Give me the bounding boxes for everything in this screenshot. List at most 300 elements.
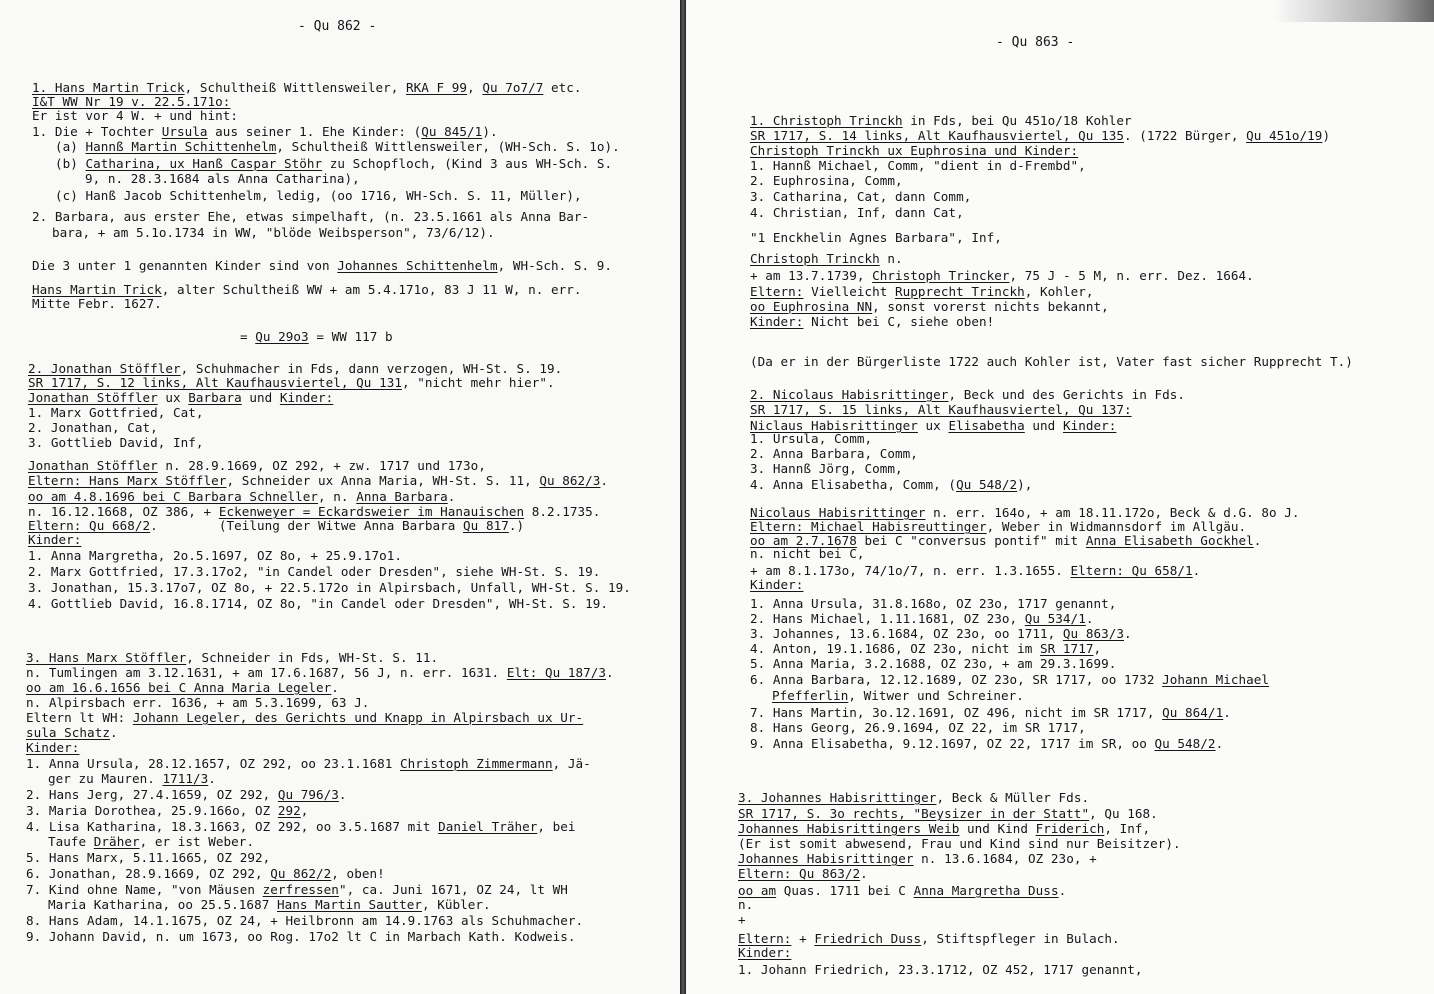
text-segment: , Stiftspfleger in Bulach. — [921, 931, 1120, 946]
text-segment: , Schultheiß Wittlensweiler, — [184, 80, 406, 95]
text-segment: und Kind — [959, 821, 1036, 836]
underlined-text: RKA F 99 — [406, 80, 468, 95]
text-segment: n. nicht bei C, — [750, 546, 865, 561]
text-segment: + am 13.7.1739, — [750, 268, 873, 283]
underlined-text: Eltern: — [750, 284, 804, 299]
underlined-text: Friderich — [1035, 821, 1105, 836]
text-line — [750, 299, 1109, 314]
underlined-text: oo am 2.7.1678 — [750, 533, 857, 548]
text-segment: 3. Johannes, 13.6.1684, OZ 23o, oo 1711, — [750, 626, 1063, 641]
text-line — [28, 596, 608, 611]
underlined-text: Kinder: — [750, 577, 804, 592]
text-segment: n. Tumlingen am 3.12.1631, + am 17.6.1687, 56 J, n. err. 1631. — [26, 665, 507, 680]
underlined-text: SR 1717, S. 3o rechts, "Beysizer in der Statt" — [738, 806, 1090, 821]
text-segment: n. 13.6.1684, OZ 23o, + — [913, 851, 1097, 866]
underlined-text: Jonathan Stöffler — [28, 390, 158, 405]
text-line — [32, 282, 582, 297]
text-segment: 3. Catharina, Cat, dann Comm, — [750, 189, 972, 204]
text-segment: n. Alpirsbach err. 1636, + am 5.3.1699, 63 J. — [26, 695, 370, 710]
text-segment: Taufe — [48, 834, 94, 849]
text-segment: 1. Johann Friedrich, 23.3.1712, OZ 452, 1717 genannt, — [738, 962, 1143, 977]
text-segment: in Fds, bei Qu 451o/18 Kohler — [902, 113, 1132, 128]
underlined-text: 2. Jonathan Stöffler — [28, 361, 181, 376]
text-line — [26, 740, 79, 755]
underlined-text: Christoph Trinckh — [750, 251, 880, 266]
text-segment: , 75 J - 5 M, n. err. Dez. 1664. — [1009, 268, 1254, 283]
text-line — [750, 505, 1300, 520]
text-line — [738, 836, 1181, 851]
text-line — [48, 897, 491, 912]
text-line — [28, 458, 486, 473]
underlined-text: SR 1717, S. 12 links, Alt Kaufhausviertel, Qu 131 — [28, 375, 402, 390]
text-segment: aus seiner 1. Ehe Kinder: ( — [207, 124, 422, 139]
text-line — [750, 173, 903, 188]
text-segment: , Witwer und Schreiner. — [848, 688, 1024, 703]
underlined-text: Eltern: Qu 658/1 — [1070, 563, 1193, 578]
text-line — [26, 819, 576, 834]
text-line — [55, 188, 582, 203]
text-segment: . — [338, 787, 347, 802]
text-segment: , oben! — [331, 866, 385, 881]
text-line — [750, 577, 803, 592]
underlined-text: zerfressen — [262, 882, 339, 897]
text-line — [750, 563, 1200, 578]
text-line — [26, 882, 568, 897]
text-segment: , Schultheiß Wittlensweiler, (WH-Sch. S. 1o). — [276, 139, 620, 154]
text-segment: ) — [1322, 128, 1331, 143]
underlined-text: Johannes Habisrittinger — [738, 851, 914, 866]
text-line — [738, 806, 1158, 821]
text-segment: 3. Maria Dorothea, 25.9.166o, OZ — [26, 803, 278, 818]
underlined-text: Qu 534/1 — [1024, 611, 1086, 626]
text-segment: . — [447, 489, 456, 504]
text-line — [750, 519, 1246, 534]
text-line — [48, 834, 254, 849]
text-segment: + am 8.1.173o, 74/1o/7, n. err. 1.3.1655. — [750, 563, 1071, 578]
text-segment: 6. Anna Barbara, 12.12.1689, OZ 23o, SR 1717, oo 1732 — [750, 672, 1163, 687]
text-line — [28, 435, 204, 450]
text-line — [32, 258, 612, 273]
text-segment: . — [1192, 563, 1201, 578]
text-segment: 1. Anna Ursula, 28.12.1657, OZ 292, oo 23.1.1681 — [26, 756, 400, 771]
text-segment: = — [240, 329, 256, 344]
text-segment: . — [331, 680, 339, 695]
text-segment: Er ist vor 4 W. + und hint: — [32, 108, 239, 123]
underlined-text: 3. Hans Marx Stöffler — [26, 650, 187, 665]
text-segment: ", ca. Juni 1671, OZ 24, lt WH — [338, 882, 568, 897]
text-segment: , er ist Weber. — [139, 834, 255, 849]
text-segment: 9, n. 28.3.1684 als Anna Catharina), — [85, 171, 360, 186]
underlined-text: Qu 548/2 — [956, 477, 1018, 492]
underlined-text: Qu 862/2 — [270, 866, 332, 881]
text-line — [750, 189, 971, 204]
text-line — [28, 564, 600, 579]
underlined-text: Qu 7o7/7 — [482, 80, 544, 95]
text-line — [26, 665, 614, 680]
text-line — [750, 736, 1223, 751]
text-line — [750, 641, 1101, 656]
text-segment: . — [1123, 626, 1132, 641]
text-segment: + — [738, 912, 746, 927]
text-segment: 9. Johann David, n. um 1673, oo Rog. 17o2 lt C in Marbach Kath. Kodweis. — [26, 929, 576, 944]
underlined-text: Qu 845/1 — [421, 124, 483, 139]
page-number: - Qu 863 - — [996, 35, 1075, 50]
text-segment: , Kübler. — [421, 897, 491, 912]
underlined-text: Hans Martin Trick — [32, 282, 162, 297]
text-segment: , — [300, 803, 309, 818]
underlined-text: Qu 29o3 — [255, 329, 309, 344]
text-segment: 8.2.1735. — [524, 504, 601, 519]
underlined-text: oo am 16.6.1656 bei C Anna Maria Legeler — [26, 680, 332, 695]
text-segment: 1. Hannß Michael, Comm, "dient in d-Frembd", — [750, 158, 1086, 173]
text-line — [240, 329, 393, 344]
text-line — [26, 913, 583, 928]
text-segment: .) — [508, 518, 525, 533]
text-line — [750, 205, 964, 220]
text-line — [738, 821, 1150, 836]
text-segment: Maria Katharina, oo 25.5.1687 — [48, 897, 277, 912]
text-segment: 1. Die + Tochter — [32, 124, 162, 139]
right-document-page — [686, 0, 1434, 994]
text-segment: ger zu Mauren. — [48, 771, 163, 786]
scan-shadow — [1274, 0, 1434, 22]
text-line — [750, 230, 1002, 245]
underlined-text: Anna Barbara — [356, 489, 448, 504]
underlined-text: I&T WW Nr 19 v. 22.5.171o: — [32, 94, 231, 109]
text-line — [28, 361, 562, 376]
text-segment: Quas. 1711 bei C — [776, 883, 914, 898]
text-line — [28, 473, 608, 488]
text-line — [28, 390, 333, 405]
text-line — [738, 897, 753, 912]
text-line — [28, 518, 524, 533]
text-segment: n. — [738, 897, 754, 912]
underlined-text: oo am — [738, 883, 777, 898]
text-line — [26, 650, 438, 665]
text-segment: , — [1093, 641, 1102, 656]
text-line — [750, 611, 1093, 626]
text-segment: 5. Anna Maria, 3.2.1688, OZ 23o, + am 29.3.1699. — [750, 656, 1117, 671]
underlined-text: Qu 796/3 — [277, 787, 339, 802]
text-segment: 2. Euphrosina, Comm, — [750, 173, 903, 188]
text-segment: etc. — [543, 80, 582, 95]
text-line — [750, 656, 1116, 671]
text-segment: . (Teilung der Witwe Anna Barbara — [150, 518, 464, 533]
text-segment: , n. — [318, 489, 357, 504]
text-line — [85, 171, 360, 186]
text-line — [750, 461, 903, 476]
underlined-text: Eltern: — [738, 931, 792, 946]
text-line — [750, 477, 1032, 492]
text-line — [750, 672, 1269, 687]
underlined-text: Daniel Träher — [438, 819, 538, 834]
text-segment: 5. Hans Marx, 5.11.1665, OZ 292, — [26, 850, 271, 865]
text-line — [28, 489, 455, 504]
text-line — [32, 296, 162, 311]
text-segment: 2. Anna Barbara, Comm, — [750, 446, 918, 461]
text-segment: 4. Gottlieb David, 16.8.1714, OZ 8o, "in Candel oder Dresden", WH-St. S. 19. — [28, 596, 609, 611]
underlined-text: Jonathan Stöffler — [28, 458, 158, 473]
text-segment: , Beck und des Gerichts in Fds. — [948, 387, 1186, 402]
text-line — [750, 546, 864, 561]
text-segment: . — [606, 665, 614, 680]
text-line — [750, 251, 903, 266]
text-line — [28, 580, 631, 595]
text-segment: , sonst vorerst nichts bekannt, — [872, 299, 1109, 314]
underlined-text: Pfefferlin — [772, 688, 849, 703]
text-segment: n. 28.9.1669, OZ 292, + zw. 1717 und 173o, — [157, 458, 486, 473]
text-line — [750, 705, 1231, 720]
text-segment: 2. Hans Michael, 1.11.1681, OZ 23o, — [750, 611, 1025, 626]
text-segment: 7. Kind ohne Name, "von Mäusen — [26, 882, 263, 897]
text-line — [750, 284, 1093, 299]
underlined-text: Nicolaus Habisrittinger — [750, 505, 926, 520]
underlined-text: Qu 864/1 — [1162, 705, 1224, 720]
text-line — [738, 912, 746, 927]
text-line — [750, 158, 1086, 173]
underlined-text: Johann Michael — [1162, 672, 1269, 687]
underlined-text: Ursula — [161, 124, 208, 139]
text-line — [750, 268, 1254, 283]
text-segment: 8. Hans Georg, 26.9.1694, OZ 22, im SR 1717, — [750, 720, 1086, 735]
text-segment: , Schneider ux Anna Maria, WH-St. S. 11, — [226, 473, 540, 488]
text-segment: Mitte Febr. 1627. — [32, 296, 162, 311]
underlined-text: SR 1717 — [1040, 641, 1094, 656]
underlined-text: Anna Elisabeth Gockhel — [1085, 533, 1254, 548]
text-line — [738, 866, 868, 881]
text-segment: , Schneider in Fds, WH-St. S. 11. — [186, 650, 439, 665]
text-line — [26, 695, 369, 710]
text-segment: , Kohler, — [1024, 284, 1094, 299]
text-line — [750, 143, 1078, 158]
text-segment: + — [791, 931, 815, 946]
text-segment: 1. Ursula, Comm, — [750, 431, 873, 446]
text-segment: Nicht bei C, siehe oben! — [803, 314, 995, 329]
underlined-text: Qu 862/3 — [539, 473, 601, 488]
text-line — [26, 929, 576, 944]
underlined-text: Eckenweyer = Eckardsweier im Hanauischen — [218, 504, 525, 519]
underlined-text: Kinder: — [279, 390, 334, 405]
text-line — [32, 94, 230, 109]
text-segment: zu Schopfloch, (Kind 3 aus WH-Sch. S. — [322, 156, 613, 171]
text-line — [26, 710, 583, 725]
text-segment: und — [241, 390, 280, 405]
underlined-text: 292 — [277, 803, 301, 818]
text-segment: 1. Marx Gottfried, Cat, — [28, 405, 204, 420]
text-segment: . — [208, 771, 216, 786]
underlined-text: Niclaus Habisrittinger — [750, 418, 918, 433]
text-line — [750, 387, 1185, 402]
underlined-text: Qu 451o/19 — [1246, 128, 1323, 143]
text-segment: Eltern lt WH: — [26, 710, 133, 725]
text-segment: (c) Hanß Jacob Schittenhelm, ledig, (oo 1716, WH-Sch. S. 11, Müller), — [55, 188, 582, 203]
text-segment: . — [1085, 611, 1094, 626]
text-segment: . — [1223, 705, 1231, 720]
underlined-text: Rupprecht Trinckh — [895, 284, 1025, 299]
text-line — [738, 883, 1066, 898]
underlined-text: 1. Hans Martin Trick — [32, 80, 185, 95]
text-segment: . — [1215, 736, 1224, 751]
underlined-text: SR 1717, S. 14 links, Alt Kaufhausviertel, Qu 135 — [750, 128, 1124, 143]
text-segment: , alter Schultheiß WW + am 5.4.171o, 83 J 11 W, n. err. — [161, 282, 582, 297]
underlined-text: Anna Margretha Duss — [913, 883, 1059, 898]
underlined-text: Eltern: Michael Habisreuttinger — [750, 519, 987, 534]
text-segment: 3. Gottlieb David, Inf, — [28, 435, 204, 450]
underlined-text: Christoph Trinckh ux Euphrosina und Kinder: — [750, 143, 1079, 158]
text-segment: 4. Anton, 19.1.1686, OZ 23o, nicht im — [750, 641, 1041, 656]
text-line — [750, 596, 1116, 611]
text-segment: n. 16.12.1668, OZ 386, + — [28, 504, 219, 519]
text-line — [738, 962, 1143, 977]
text-segment: 4. Anna Elisabetha, Comm, ( — [750, 477, 957, 492]
underlined-text: Catharina, ux Hanß Caspar Stöhr — [85, 156, 323, 171]
text-line — [750, 720, 1086, 735]
underlined-text: sula Schatz — [26, 725, 110, 740]
text-segment: , "nicht mehr hier". — [401, 375, 555, 390]
underlined-text: SR 1717, S. 15 links, Alt Kaufhausviertel, Qu 137: — [750, 402, 1132, 417]
page-number: - Qu 862 - — [298, 19, 377, 34]
underlined-text: Qu 817 — [463, 518, 509, 533]
text-line — [28, 504, 600, 519]
text-segment: Die 3 unter 1 genannten Kinder sind von — [32, 258, 338, 273]
text-segment: 8. Hans Adam, 14.1.1675, OZ 24, + Heilbronn am 14.9.1763 als Schuhmacher. — [26, 913, 584, 928]
text-segment: . — [600, 473, 609, 488]
text-line — [32, 209, 589, 224]
underlined-text: Eltern: Qu 668/2 — [28, 518, 151, 533]
text-segment: ux — [917, 418, 949, 433]
text-line — [26, 787, 347, 802]
text-line — [32, 108, 238, 123]
text-segment: 3. Jonathan, 15.3.17o7, OZ 8o, + 22.5.172o in Alpirsbach, Unfall, WH-St. S. 19. — [28, 580, 631, 595]
underlined-text: Hans Martin Sautter — [276, 897, 422, 912]
text-segment: 4. Christian, Inf, dann Cat, — [750, 205, 964, 220]
text-segment: (Da er in der Bürgerliste 1722 auch Kohler ist, Vater fast sicher Rupprecht T.) — [750, 354, 1353, 369]
text-line — [750, 354, 1353, 369]
underlined-text: Qu 548/2 — [1154, 736, 1216, 751]
text-segment: , Inf, — [1104, 821, 1151, 836]
underlined-text: Barbara — [188, 390, 242, 405]
text-line — [750, 314, 994, 329]
text-line — [28, 420, 158, 435]
underlined-text: Johannes Schittenhelm — [337, 258, 498, 273]
underlined-text: Friedrich Duss — [814, 931, 922, 946]
text-line — [738, 851, 1097, 866]
underlined-text: Dräher — [93, 834, 140, 849]
underlined-text: Johann Legeler, des Gerichts und Knapp in Alpirsbach ux Ur- — [132, 710, 584, 725]
text-line — [26, 850, 270, 865]
underlined-text: 1711/3 — [162, 771, 209, 786]
text-line — [26, 725, 118, 740]
underlined-text: oo am 4.8.1696 bei C Barbara Schneller — [28, 489, 319, 504]
text-segment: 1. Anna Ursula, 31.8.168o, OZ 23o, 1717 genannt, — [750, 596, 1117, 611]
text-segment: 6. Jonathan, 28.9.1669, OZ 292, — [26, 866, 271, 881]
text-segment: , — [467, 80, 483, 95]
text-segment: . — [1058, 883, 1067, 898]
text-line — [738, 790, 1089, 805]
text-segment: (a) — [55, 139, 86, 154]
text-line — [738, 931, 1120, 946]
text-line — [32, 80, 582, 95]
underlined-text: 2. Nicolaus Habisrittinger — [750, 387, 949, 402]
text-line — [28, 548, 402, 563]
text-line — [750, 113, 1132, 128]
text-line — [26, 756, 591, 771]
text-segment: , Jä- — [552, 756, 591, 771]
text-line — [32, 124, 498, 139]
text-segment: . (1722 Bürger, — [1123, 128, 1247, 143]
text-line — [750, 446, 918, 461]
text-line — [28, 375, 555, 390]
text-line — [772, 688, 1024, 703]
text-segment: 2. Hans Jerg, 27.4.1659, OZ 292, — [26, 787, 278, 802]
text-line — [28, 405, 204, 420]
text-segment: , Beck & Müller Fds. — [936, 790, 1090, 805]
text-segment: "1 Enckhelin Agnes Barbara", Inf, — [750, 230, 1002, 245]
text-segment: , Weber in Widmannsdorf im Allgäu. — [986, 519, 1247, 534]
text-segment: 7. Hans Martin, 3o.12.1691, OZ 496, nicht im SR 1717, — [750, 705, 1163, 720]
text-line — [55, 139, 620, 154]
text-line — [52, 225, 495, 240]
text-segment: 3. Hannß Jörg, Comm, — [750, 461, 903, 476]
text-line — [750, 626, 1132, 641]
text-segment: = WW 117 b — [308, 329, 393, 344]
text-segment: und — [1024, 418, 1063, 433]
text-segment: (b) — [55, 156, 86, 171]
text-line — [738, 945, 791, 960]
underlined-text: 3. Johannes Habisrittinger — [738, 790, 937, 805]
underlined-text: Eltern: Qu 863/2 — [738, 866, 861, 881]
text-segment: ), — [1017, 477, 1033, 492]
underlined-text: Kinder: — [28, 532, 82, 547]
text-segment: (Er ist somit abwesend, Frau und Kind sind nur Beisitzer). — [738, 836, 1181, 851]
underlined-text: Christoph Zimmermann — [399, 756, 553, 771]
text-segment: 2. Barbara, aus erster Ehe, etwas simpelhaft, (n. 23.5.1661 als Anna Bar- — [32, 209, 590, 224]
text-line — [28, 532, 81, 547]
text-segment: bara, + am 5.1o.1734 in WW, "blöde Weibsperson", 73/6/12). — [52, 225, 495, 240]
text-segment: n. — [879, 251, 903, 266]
underlined-text: Hannß Martin Schittenhelm — [85, 139, 277, 154]
text-segment: 2. Marx Gottfried, 17.3.17o2, "in Candel oder Dresden", siehe WH-St. S. 19. — [28, 564, 601, 579]
text-line — [750, 128, 1330, 143]
underlined-text: Christoph Trincker — [872, 268, 1010, 283]
text-segment: 4. Lisa Katharina, 18.3.1663, OZ 292, oo 3.5.1687 mit — [26, 819, 439, 834]
text-segment: , Schuhmacher in Fds, dann verzogen, WH-St. S. 19. — [180, 361, 563, 376]
text-line — [26, 803, 308, 818]
text-segment: Vielleicht — [803, 284, 896, 299]
text-segment: 2. Jonathan, Cat, — [28, 420, 158, 435]
text-line — [750, 402, 1132, 417]
underlined-text: Qu 863/3 — [1062, 626, 1124, 641]
underlined-text: oo Euphrosina NN — [750, 299, 873, 314]
underlined-text: Elisabetha — [948, 418, 1025, 433]
underlined-text: Kinder: — [750, 314, 804, 329]
text-segment: , WH-Sch. S. 9. — [497, 258, 613, 273]
text-segment: 1. Anna Margretha, 2o.5.1697, OZ 8o, + 25.9.17o1. — [28, 548, 402, 563]
underlined-text: Kinder: — [1062, 418, 1117, 433]
text-segment: ). — [482, 124, 498, 139]
text-line — [55, 156, 612, 171]
text-line — [26, 680, 339, 695]
underlined-text: Elt: Qu 187/3 — [506, 665, 607, 680]
underlined-text: Kinder: — [738, 945, 792, 960]
text-segment: n. err. 164o, + am 18.11.172o, Beck & d.G. 8o J. — [925, 505, 1300, 520]
text-segment: ux — [157, 390, 189, 405]
text-line — [48, 771, 216, 786]
text-segment: bei C "conversus pontif" mit — [856, 533, 1086, 548]
underlined-text: Kinder: — [26, 740, 80, 755]
text-segment: 9. Anna Elisabetha, 9.12.1697, OZ 22, 1717 im SR, oo — [750, 736, 1155, 751]
text-segment: . — [1253, 533, 1262, 548]
